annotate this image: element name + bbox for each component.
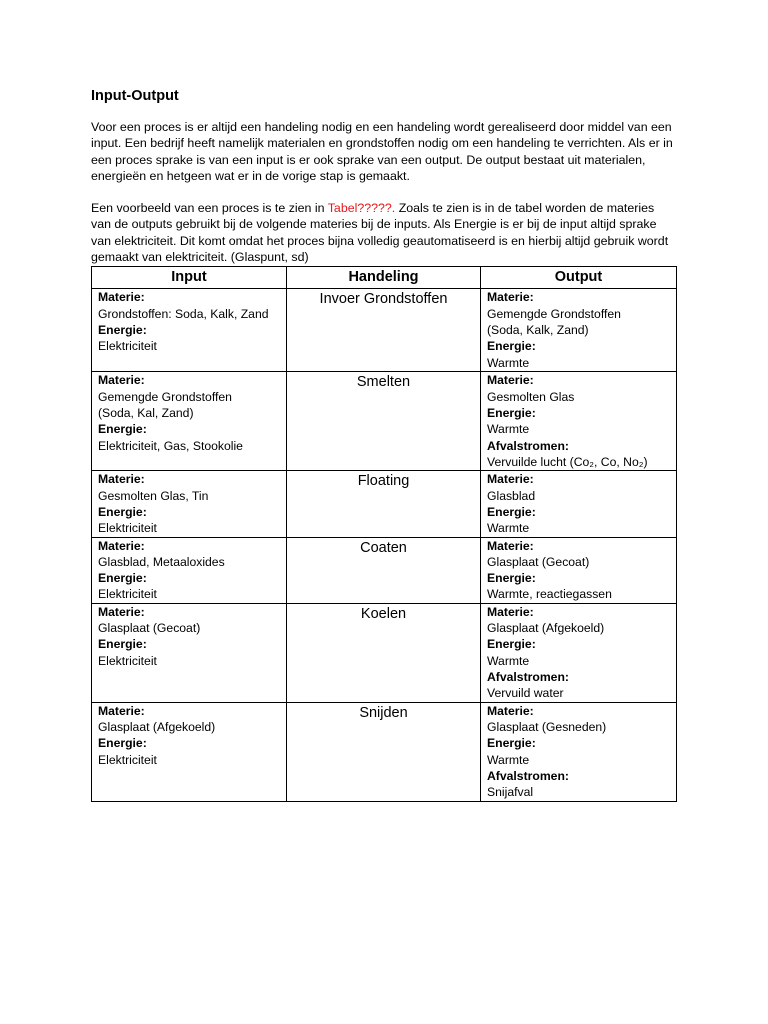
table-row [92, 702, 677, 801]
paragraph-intro: Voor een proces is er altijd een handeling nodig en een handeling wordt gerealiseerd door middel van een input. Een bedrijf heeft namelijk materialen en grondstoffen nodig om een handeling te verrichten. Als er in een proces sprake is van een input is er ook sprake van een output. De output bestaat uit materialen, energieën en hetgeen wat er in de vorige stap is gemaakt. [91, 120, 673, 183]
handeling-cell: Floating [287, 471, 481, 537]
cell-label: Energie: [98, 504, 147, 519]
cell-label: Materie: [487, 604, 534, 619]
cell-label: Materie: [98, 604, 145, 619]
paragraph-example [91, 200, 676, 265]
input-cell [92, 471, 287, 537]
handeling-cell: Smelten [287, 372, 481, 471]
cell-label: Materie: [487, 290, 534, 305]
cell-label: Energie: [98, 422, 147, 437]
input-cell [92, 537, 287, 603]
output-cell [481, 603, 677, 702]
table-reference-link[interactable]: Tabel?????. [327, 201, 396, 216]
cell-value: Snijafval [487, 785, 534, 800]
header-output: Output [481, 267, 677, 289]
cell-label: Afvalstromen: [487, 669, 569, 684]
cell-label: Afvalstromen: [487, 438, 569, 453]
cell-value: Vervuilde lucht (Co₂, Co, No₂) [487, 454, 648, 469]
cell-label: Energie: [98, 637, 147, 652]
cell-value: (Soda, Kal, Zand) [98, 405, 194, 420]
cell-label: Materie: [487, 538, 534, 553]
cell-label: Energie: [487, 339, 536, 354]
input-output-table [91, 266, 677, 801]
output-cell [481, 702, 677, 801]
table-header-row [92, 267, 677, 289]
cell-value: Glasplaat (Afgekoeld) [487, 621, 605, 636]
output-cell [481, 289, 677, 372]
cell-label: Energie: [487, 637, 536, 652]
cell-value: Glasblad [487, 488, 536, 503]
table-row [92, 471, 677, 537]
cell-value: Elektriciteit [98, 752, 157, 767]
input-cell [92, 603, 287, 702]
cell-value: Warmte [487, 422, 530, 437]
paragraph-example-end: Zoals te zien is in de tabel worden de materies van de outputs gebruikt bij de volgende materies bij de inputs. Als Energie is er bij de input altijd sprake van elektriciteit. Dit komt omdat het proces bijna volledig geautomatiseerd is en hierbij altijd gebruik wordt gemaakt van elektriciteit. (Glaspunt, sd) [91, 201, 669, 265]
cell-value: Warmte [487, 752, 530, 767]
cell-label: Materie: [487, 703, 534, 718]
input-cell [92, 289, 287, 372]
cell-value: Warmte [487, 653, 530, 668]
cell-value: Warmte [487, 355, 530, 370]
handeling-cell: Invoer Grondstoffen [287, 289, 481, 372]
cell-label: Afvalstromen: [487, 768, 569, 783]
document-title: Input-Output [91, 88, 179, 104]
cell-label: Materie: [98, 373, 145, 388]
document-page [91, 87, 676, 802]
table-row [92, 603, 677, 702]
cell-label: Energie: [487, 571, 536, 586]
cell-value: Warmte, reactiegassen [487, 587, 612, 602]
cell-value: Gesmolten Glas [487, 389, 575, 404]
cell-label: Materie: [98, 703, 145, 718]
cell-value: Gemengde Grondstoffen [98, 389, 232, 404]
input-cell [92, 372, 287, 471]
output-cell [481, 471, 677, 537]
cell-value: Glasplaat (Gecoat) [98, 621, 201, 636]
handeling-cell: Koelen [287, 603, 481, 702]
cell-value: Glasblad, Metaaloxides [98, 554, 225, 569]
cell-value: Elektriciteit [98, 587, 157, 602]
handeling-cell: Coaten [287, 537, 481, 603]
cell-value: Glasplaat (Afgekoeld) [98, 720, 216, 735]
cell-value: Warmte [487, 521, 530, 536]
cell-value: Glasplaat (Gecoat) [487, 554, 590, 569]
table-row [92, 537, 677, 603]
paragraph-example-start: Een voorbeeld van een proces is te zien in [91, 201, 328, 216]
output-cell [481, 537, 677, 603]
cell-value: Gesmolten Glas, Tin [98, 488, 209, 503]
header-handeling: Handeling [287, 267, 481, 289]
cell-value: Elektriciteit [98, 653, 157, 668]
table-body [92, 289, 677, 801]
cell-label: Energie: [487, 504, 536, 519]
table-row [92, 289, 677, 372]
cell-value: Glasplaat (Gesneden) [487, 720, 607, 735]
cell-value: Vervuild water [487, 686, 564, 701]
input-cell [92, 702, 287, 801]
cell-value: Elektriciteit [98, 521, 157, 536]
cell-label: Energie: [487, 405, 536, 420]
cell-label: Energie: [487, 736, 536, 751]
cell-label: Materie: [98, 290, 145, 305]
cell-value: Gemengde Grondstoffen [487, 306, 621, 321]
cell-label: Energie: [98, 736, 147, 751]
cell-value: Elektriciteit [98, 339, 157, 354]
cell-label: Energie: [98, 322, 147, 337]
handeling-cell: Snijden [287, 702, 481, 801]
cell-value: Grondstoffen: Soda, Kalk, Zand [98, 306, 269, 321]
cell-label: Energie: [98, 571, 147, 586]
cell-value: Elektriciteit, Gas, Stookolie [98, 438, 243, 453]
cell-label: Materie: [98, 472, 145, 487]
cell-label: Materie: [98, 538, 145, 553]
cell-label: Materie: [487, 373, 534, 388]
cell-value: (Soda, Kalk, Zand) [487, 322, 589, 337]
header-input: Input [92, 267, 287, 289]
cell-label: Materie: [487, 472, 534, 487]
output-cell [481, 372, 677, 471]
table-row [92, 372, 677, 471]
